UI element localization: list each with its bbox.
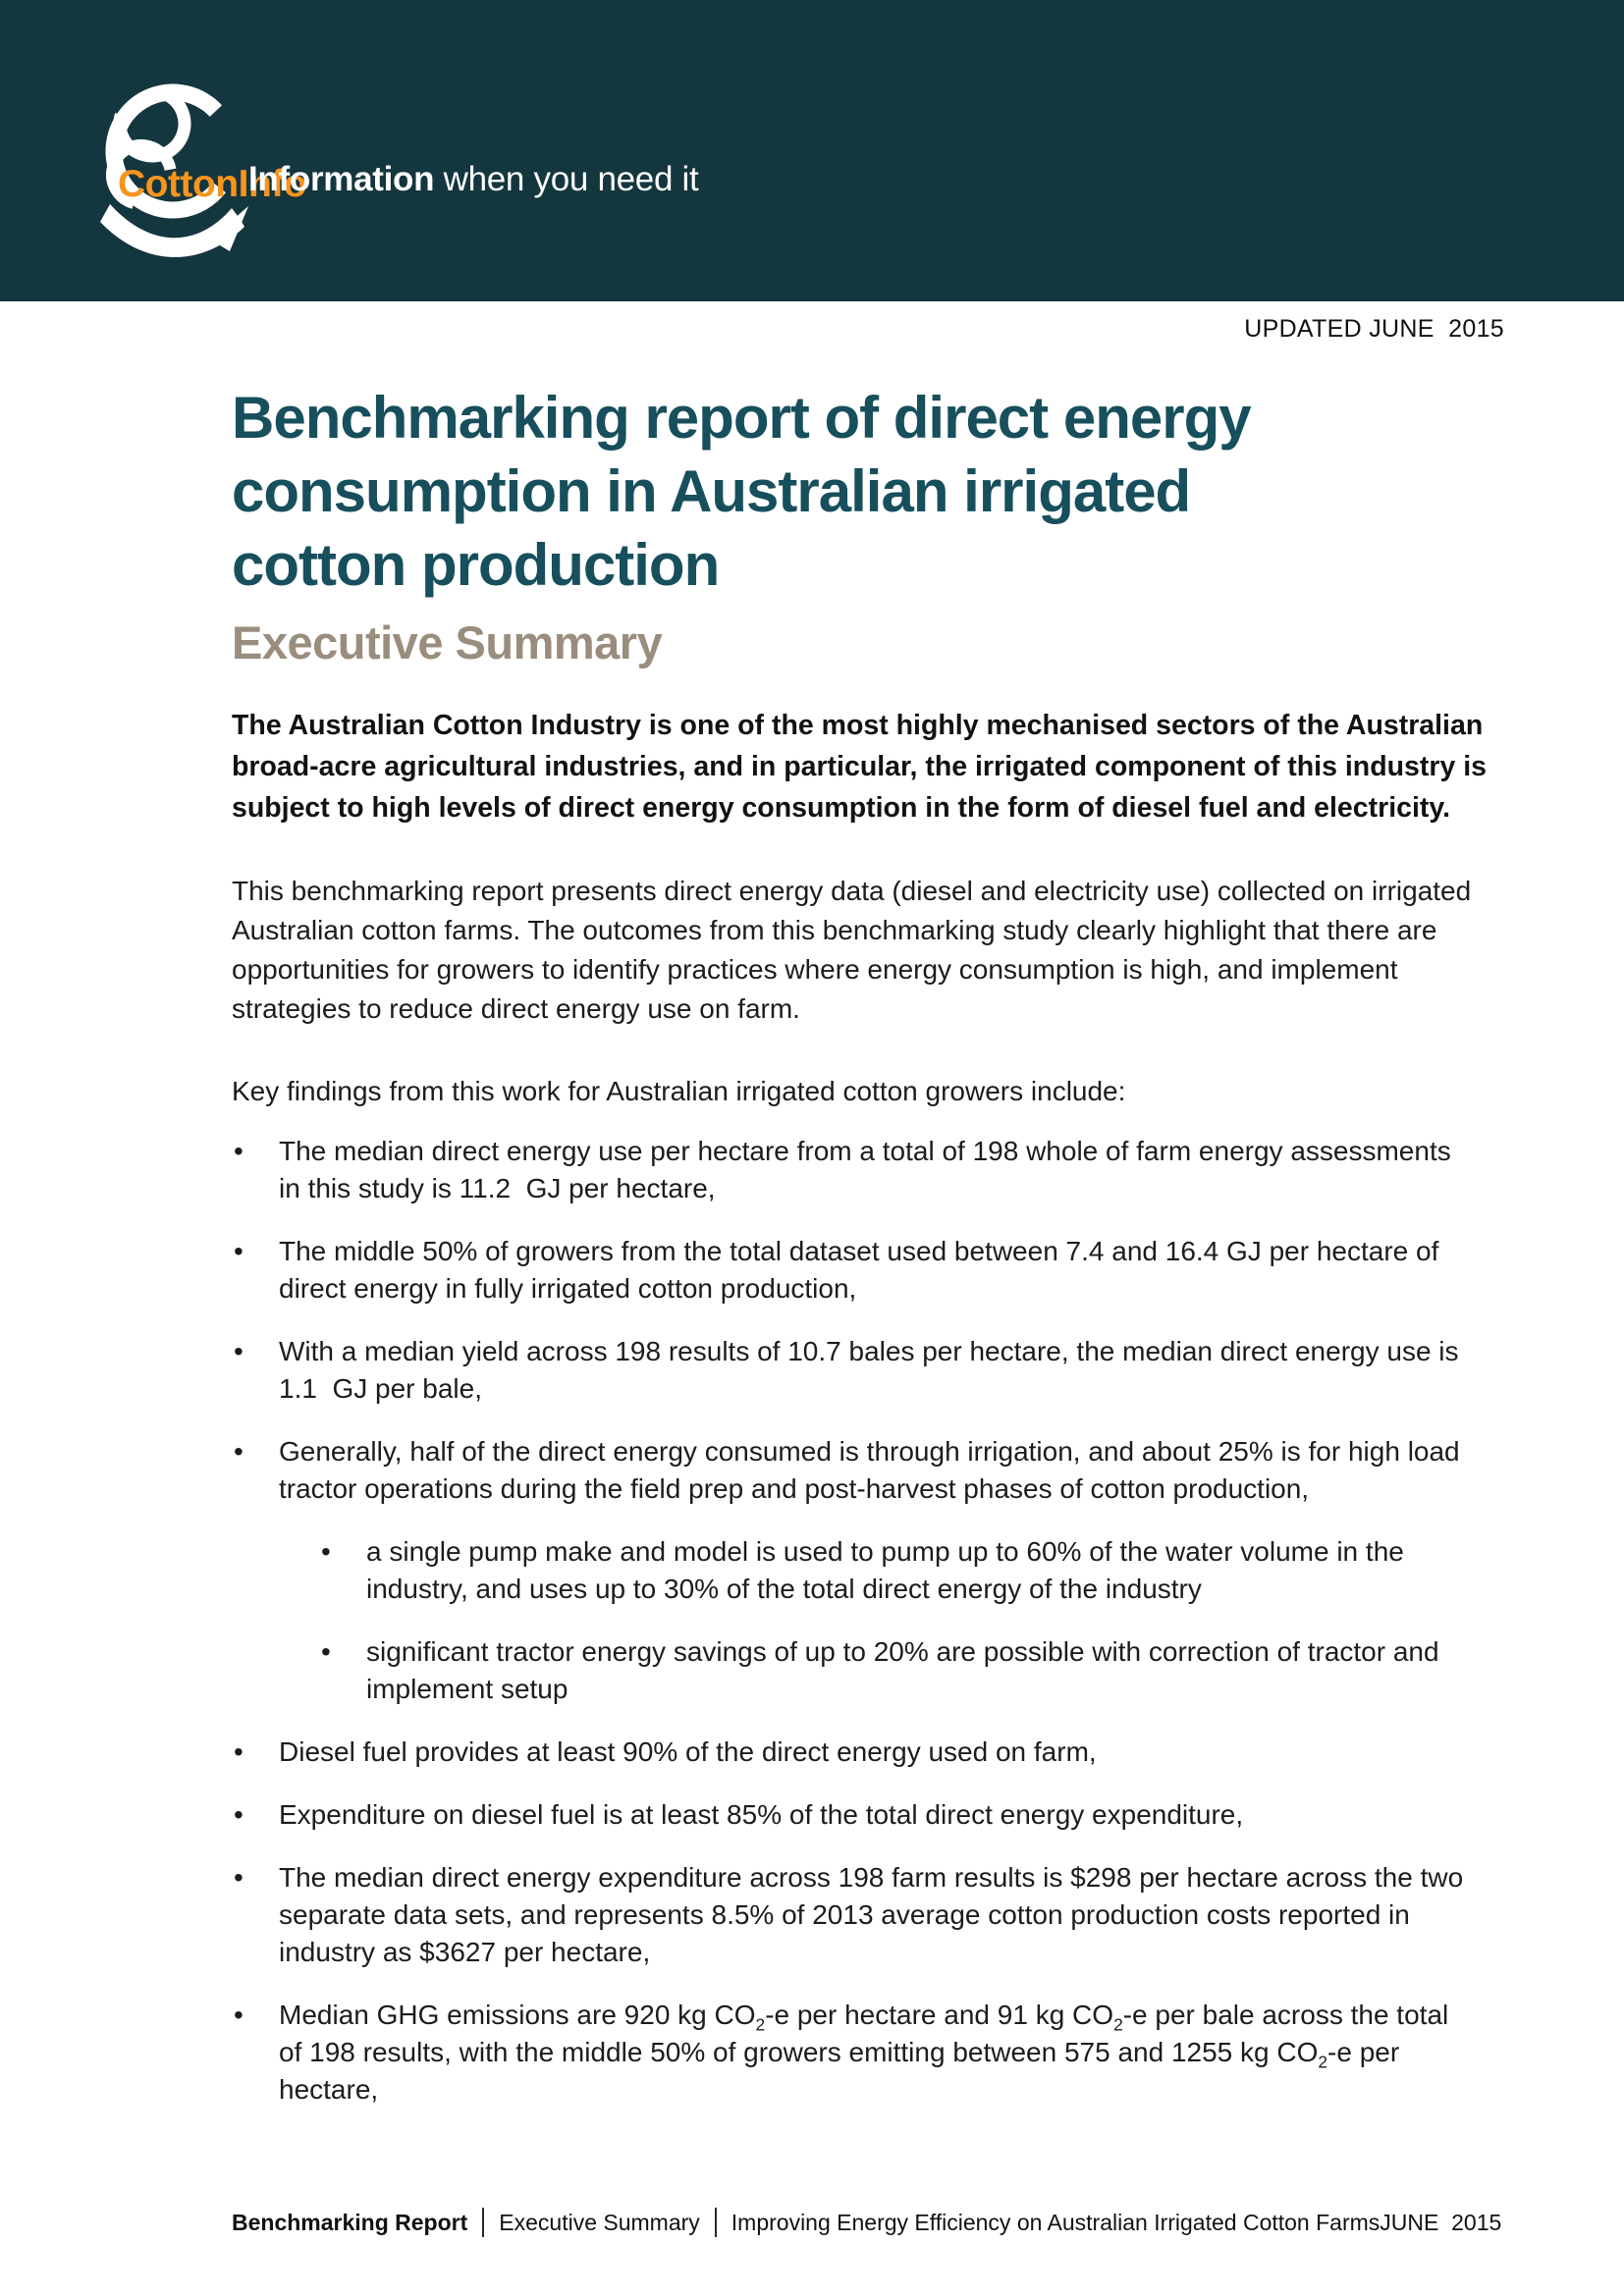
bullet-marker: • [321,1636,331,1667]
bullet-item [232,1133,1504,1207]
findings-list [232,1133,1504,2109]
bullet-marker: • [321,1536,331,1567]
body-paragraph: This benchmarking report presents direct energy data (diesel and electricity use) collected on irrigated Australian cotton farms. The outcomes from this benchmarking study clearly highlight that there are opportunities for growers to identify practices where energy consumption is high, and implement strategies to reduce direct energy use on farm. [232,876,1472,1024]
footer-doc-title: Benchmarking Report [232,2209,468,2235]
bullet-marker: • [234,1799,244,1830]
subscript: 2 [1318,2052,1328,2072]
bullet-marker: • [234,1862,244,1893]
header-band [0,0,1624,301]
bullet-item [232,1859,1504,1971]
subscript: 2 [755,2014,766,2035]
bullet-item [232,1997,1504,2109]
footer-separator [482,2208,484,2237]
footer-date: JUNE 2015 [1380,2209,1502,2235]
bullet-item [319,1533,1504,1608]
bullet-marker: • [234,1336,244,1366]
bullet-item [232,1433,1504,1508]
logo-wordmark: CottonInfo [118,163,307,205]
footer-program: Improving Energy Efficiency on Australian Irrigated Cotton Farms [731,2209,1380,2235]
tagline-rest: when you need it [434,160,699,198]
bullet-text: Expenditure on diesel fuel is at least 85% of the total direct energy expenditure, [279,1799,1244,1830]
footer-section: Executive Summary [499,2209,700,2235]
bullet-text: Generally, half of the direct energy consumed is through irrigation, and about 25% is for high load tractor operations during the field prep and post-harvest phases of cotton production, [279,1436,1468,1504]
key-findings-intro: Key findings from this work for Australian irrigated cotton growers include: [232,1076,1126,1106]
bullet-item [232,1734,1504,1771]
bullet-text: significant tractor energy savings of up to 20% are possible with correction of tractor and implement setup [366,1636,1447,1704]
document-title [232,381,1504,602]
intro-paragraph: The Australian Cotton Industry is one of the most highly mechanised sectors of the Australian broad-acre agricultural industries, and in particular, the irrigated component of this industry is subject to high levels of direct energy consumption in the form of diesel fuel and electricity. [232,710,1487,824]
bullet-item [319,1633,1504,1708]
bullet-text: a single pump make and model is used to pump up to 60% of the water volume in the industry, and uses up to 30% of the total direct energy of the industry [366,1536,1412,1604]
updated-date: UPDATED JUNE 2015 [1244,315,1504,343]
header-tagline [248,160,698,199]
bullet-text: With a median yield across 198 results of 10.7 bales per hectare, the median direct energy use is 1.1 GJ per bale, [279,1336,1467,1404]
bullet-text: Diesel fuel provides at least 90% of the direct energy used on farm, [279,1736,1097,1767]
tagline-bold: Information [248,160,435,198]
document-title-line: consumption in Australian irrigated [232,458,1191,524]
document-title-line: cotton production [232,532,720,598]
section-heading: Executive Summary [232,616,663,668]
subscript: 2 [1113,2014,1123,2035]
bullet-marker: • [234,1436,244,1467]
bullet-marker: • [234,1736,244,1767]
bullet-marker: • [234,1136,244,1166]
document-title-line: Benchmarking report of direct energy [232,385,1251,451]
bullet-item [232,1796,1504,1834]
bullet-item [232,1233,1504,1308]
bullet-text: The median direct energy expenditure across 198 farm results is $298 per hectare across the two separate data sets, and represents 8.5% of 2013 average cotton production costs reported in industry as $3627 per hectare, [279,1862,1471,1967]
bullet-marker: • [234,2000,244,2030]
bullet-item [232,1333,1504,1408]
bullet-text: The median direct energy use per hectare from a total of 198 whole of farm energy assessments in this study is 11.2 GJ per hectare, [279,1136,1459,1203]
footer-separator [715,2208,717,2237]
bullet-text: Median GHG emissions are 920 kg $CO_2-e$ per hectare and 91 kg $CO_2-e$ per bale across the total of 198 results, with the middle 50% of growers emitting between 575 and 1255 kg $CO_2-e$ per hectare, [279,2000,1457,2105]
bullet-text: The middle 50% of growers from the total dataset used between 7.4 and 16.4 GJ per hectare of direct energy in fully irrigated cotton production, [279,1236,1447,1304]
page-footer [232,2208,1504,2237]
bullet-marker: • [234,1236,244,1266]
page-content [0,315,1624,2109]
